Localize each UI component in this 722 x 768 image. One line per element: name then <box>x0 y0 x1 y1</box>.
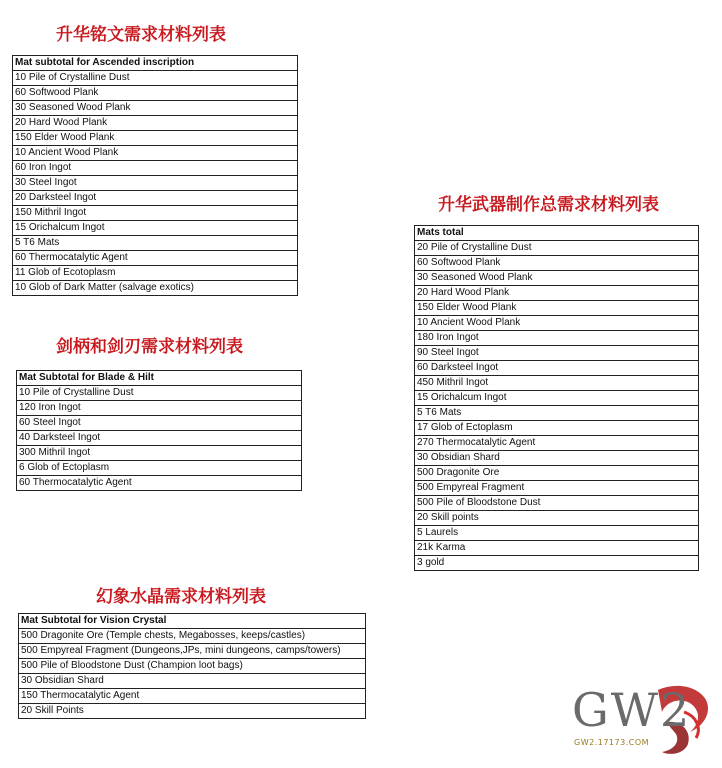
material-cell: 30 Seasoned Wood Plank <box>415 271 699 286</box>
table-row <box>17 401 302 416</box>
table-row <box>415 421 699 436</box>
material-cell: 3 gold <box>415 556 699 571</box>
gw2-logo <box>566 682 716 760</box>
vision-crystal-table <box>18 613 366 719</box>
logo-url: GW2.17173.COM <box>574 738 650 747</box>
weapon-total-table-header: Mats total <box>415 226 699 241</box>
blade-hilt-table-header: Mat Subtotal for Blade & Hilt <box>17 371 302 386</box>
table-row <box>13 176 298 191</box>
material-cell: 30 Seasoned Wood Plank <box>13 101 298 116</box>
material-cell: 20 Skill Points <box>19 704 366 719</box>
material-cell: 10 Ancient Wood Plank <box>13 146 298 161</box>
table-row <box>415 241 699 256</box>
table-row <box>415 526 699 541</box>
vision-crystal-title: 幻象水晶需求材料列表 <box>96 587 266 607</box>
material-cell: 500 Dragonite Ore (Temple chests, Megabosses, keeps/castles) <box>19 629 366 644</box>
table-row <box>19 674 366 689</box>
table-row <box>13 221 298 236</box>
material-cell: 10 Ancient Wood Plank <box>415 316 699 331</box>
material-cell: 150 Elder Wood Plank <box>13 131 298 146</box>
table-row <box>415 541 699 556</box>
material-cell: 60 Darksteel Ingot <box>415 361 699 376</box>
material-cell: 500 Empyreal Fragment (Dungeons,JPs, mini dungeons, camps/towers) <box>19 644 366 659</box>
table-row <box>415 481 699 496</box>
table-row <box>415 376 699 391</box>
table-row <box>19 704 366 719</box>
table-row <box>415 436 699 451</box>
blade-hilt-table <box>16 370 302 491</box>
inscription-title: 升华铭文需求材料列表 <box>56 25 226 45</box>
vision-crystal-table-header: Mat Subtotal for Vision Crystal <box>19 614 366 629</box>
material-cell: 180 Iron Ingot <box>415 331 699 346</box>
table-row <box>17 446 302 461</box>
table-row <box>415 301 699 316</box>
material-cell: 300 Mithril Ingot <box>17 446 302 461</box>
material-cell: 5 T6 Mats <box>13 236 298 251</box>
table-row <box>13 251 298 266</box>
material-cell: 270 Thermocatalytic Agent <box>415 436 699 451</box>
table-row <box>415 331 699 346</box>
material-cell: 10 Pile of Crystalline Dust <box>17 386 302 401</box>
material-cell: 60 Iron Ingot <box>13 161 298 176</box>
table-row <box>17 386 302 401</box>
table-row <box>13 266 298 281</box>
material-cell: 150 Thermocatalytic Agent <box>19 689 366 704</box>
logo-text: GW2 <box>572 683 692 737</box>
material-cell: 10 Pile of Crystalline Dust <box>13 71 298 86</box>
weapon-total-title: 升华武器制作总需求材料列表 <box>438 195 659 215</box>
material-cell: 150 Mithril Ingot <box>13 206 298 221</box>
material-cell: 20 Darksteel Ingot <box>13 191 298 206</box>
material-cell: 450 Mithril Ingot <box>415 376 699 391</box>
table-row <box>17 416 302 431</box>
table-row <box>13 101 298 116</box>
material-cell: 10 Glob of Dark Matter (salvage exotics) <box>13 281 298 296</box>
table-row <box>13 191 298 206</box>
material-cell: 6 Glob of Ectoplasm <box>17 461 302 476</box>
material-cell: 60 Softwood Plank <box>415 256 699 271</box>
material-cell: 60 Softwood Plank <box>13 86 298 101</box>
material-cell: 11 Glob of Ecotoplasm <box>13 266 298 281</box>
material-cell: 60 Steel Ingot <box>17 416 302 431</box>
material-cell: 20 Skill points <box>415 511 699 526</box>
material-cell: 30 Obsidian Shard <box>415 451 699 466</box>
material-cell: 20 Hard Wood Plank <box>415 286 699 301</box>
table-row <box>13 161 298 176</box>
material-cell: 17 Glob of Ectoplasm <box>415 421 699 436</box>
material-cell: 500 Empyreal Fragment <box>415 481 699 496</box>
inscription-table-header: Mat subtotal for Ascended inscription <box>13 56 298 71</box>
material-cell: 40 Darksteel Ingot <box>17 431 302 446</box>
table-row <box>17 476 302 491</box>
table-row <box>415 511 699 526</box>
material-cell: 20 Hard Wood Plank <box>13 116 298 131</box>
table-row <box>13 71 298 86</box>
table-row <box>415 391 699 406</box>
table-row <box>415 286 699 301</box>
material-cell: 150 Elder Wood Plank <box>415 301 699 316</box>
table-row <box>13 131 298 146</box>
table-row <box>17 431 302 446</box>
table-row <box>19 689 366 704</box>
material-cell: 120 Iron Ingot <box>17 401 302 416</box>
material-cell: 15 Orichalcum Ingot <box>13 221 298 236</box>
table-row <box>415 256 699 271</box>
table-row <box>415 451 699 466</box>
table-row <box>13 116 298 131</box>
material-cell: 60 Thermocatalytic Agent <box>13 251 298 266</box>
table-row <box>13 281 298 296</box>
weapon-total-table <box>414 225 699 571</box>
material-cell: 90 Steel Ingot <box>415 346 699 361</box>
table-row <box>13 146 298 161</box>
table-row <box>415 406 699 421</box>
table-row <box>415 361 699 376</box>
blade-hilt-title: 剑柄和剑刃需求材料列表 <box>56 337 243 357</box>
material-cell: 21k Karma <box>415 541 699 556</box>
material-cell: 30 Obsidian Shard <box>19 674 366 689</box>
material-cell: 500 Pile of Bloodstone Dust <box>415 496 699 511</box>
table-row <box>415 556 699 571</box>
table-row <box>415 346 699 361</box>
material-cell: 20 Pile of Crystalline Dust <box>415 241 699 256</box>
material-cell: 500 Pile of Bloodstone Dust (Champion loot bags) <box>19 659 366 674</box>
material-cell: 60 Thermocatalytic Agent <box>17 476 302 491</box>
table-row <box>17 461 302 476</box>
material-cell: 5 Laurels <box>415 526 699 541</box>
material-cell: 5 T6 Mats <box>415 406 699 421</box>
inscription-table <box>12 55 298 296</box>
table-row <box>13 206 298 221</box>
table-row <box>415 466 699 481</box>
material-cell: 500 Dragonite Ore <box>415 466 699 481</box>
table-row <box>19 629 366 644</box>
table-row <box>19 644 366 659</box>
table-row <box>13 86 298 101</box>
material-cell: 30 Steel Ingot <box>13 176 298 191</box>
table-row <box>415 271 699 286</box>
table-row <box>415 496 699 511</box>
table-row <box>13 236 298 251</box>
table-row <box>415 316 699 331</box>
material-cell: 15 Orichalcum Ingot <box>415 391 699 406</box>
table-row <box>19 659 366 674</box>
